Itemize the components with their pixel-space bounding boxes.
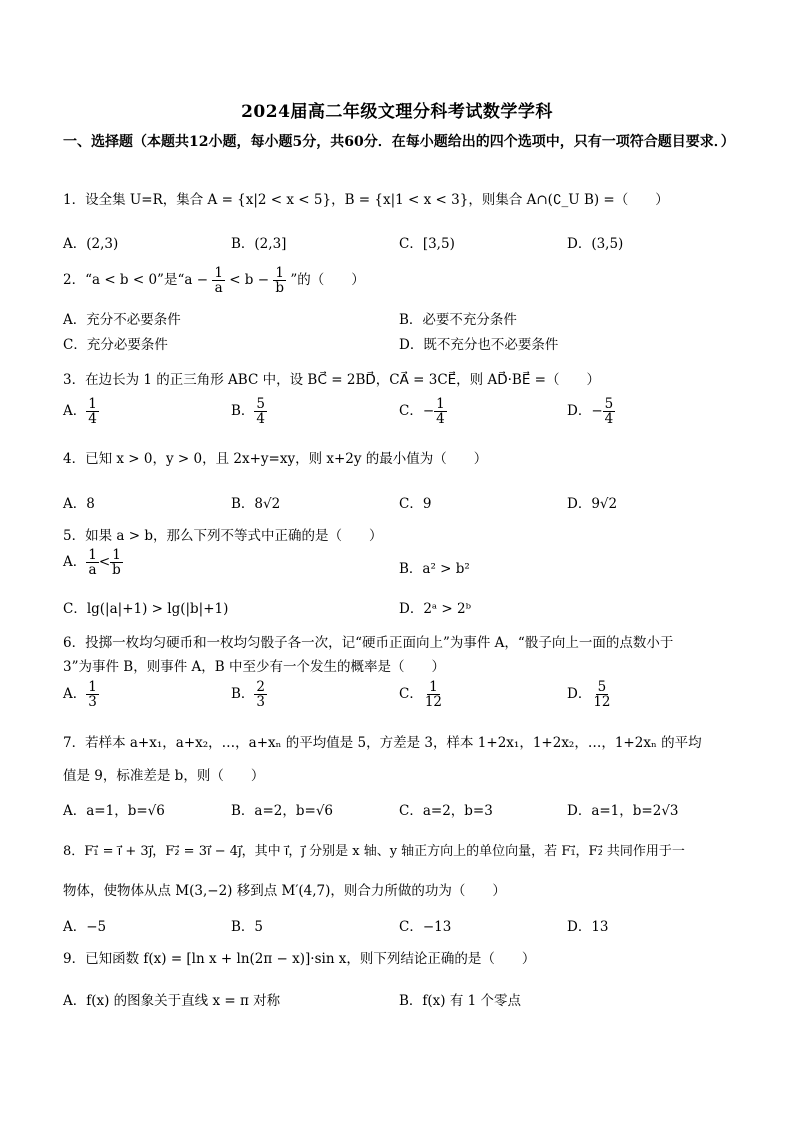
question-5-option-d: D．2ᵃ > 2ᵇ — [399, 601, 472, 617]
question-2-fraction-1 — [212, 266, 225, 295]
question-5-option-a — [63, 548, 123, 577]
option-sign: − — [422, 403, 435, 420]
option-fraction — [86, 680, 99, 709]
question-2-option-d: D．既不充分也不必要条件 — [399, 337, 559, 353]
question-3-option-b — [231, 397, 267, 426]
question-3-stem: 3．在边长为 1 的正三角形 ABC 中，设 BC⃗ = 2BD⃗，CA⃗ = 3CE⃗，则 AD⃗·BE⃗ =（ ） — [63, 372, 600, 388]
question-9-stem: 9．已知函数 f(x) = [ln x + ln(2π − x)]·sin x，则下列结论正确的是（ ） — [63, 951, 536, 967]
question-7-line-1: 7．若样本 a+x₁，a+x₂，…，a+xₙ 的平均值是 5，方差是 3，样本 1+2x₁，1+2x₂，…，1+2xₙ 的平均 — [63, 735, 702, 751]
question-5-option-c: C．lg(|a|+1) > lg(|b|+1) — [63, 601, 229, 617]
question-5-stem: 5．如果 a > b，那么下列不等式中正确的是（ ） — [63, 528, 383, 544]
question-1-option-d: D．(3,5) — [567, 236, 624, 252]
fraction-numerator: 1 — [275, 265, 284, 281]
question-6-option-c — [399, 680, 444, 709]
question-7-option-b: B．a=2，b=√6 — [231, 803, 334, 819]
option-label: A． — [63, 403, 87, 420]
option-label: B． — [231, 403, 255, 420]
fraction-denominator: 4 — [256, 411, 266, 428]
question-8-option-d: D．13 — [567, 919, 609, 935]
question-6-line-1: 6．投掷一枚均匀硬币和一枚均匀骰子各一次，记“硬币正面向上”为事件 A，“骰子向上一面的点数小于 — [63, 635, 674, 651]
question-8-option-b: B．5 — [231, 919, 264, 935]
option-fraction — [434, 397, 447, 426]
question-2-stem-part-1: 2．“a < b < 0”是“a − — [63, 272, 209, 289]
question-3-option-a — [63, 397, 99, 426]
fraction-numerator: 5 — [597, 679, 607, 695]
fraction-denominator: 12 — [593, 694, 611, 711]
option-fraction-right — [110, 548, 123, 577]
fraction-denominator: 12 — [424, 694, 443, 711]
question-7-option-a: A．a=1，b=√6 — [63, 803, 165, 819]
question-1-option-c: C．[3,5) — [399, 236, 455, 252]
option-label: C． — [399, 686, 423, 703]
option-label: C． — [399, 403, 423, 420]
question-8-line-1: 8．F₁⃗ = i⃗ + 3j⃗，F₂⃗ = 3i⃗ − 4j⃗，其中 i⃗，j⃗ 分别是 x 轴、y 轴正方向上的单位向量，若 F₁⃗，F₂⃗ 共同作用于一 — [63, 844, 685, 859]
question-9-option-b: B．f(x) 有 1 个零点 — [399, 993, 522, 1009]
question-2-fraction-2 — [273, 266, 286, 295]
question-4-stem: 4．已知 x > 0，y > 0，且 2x+y=xy，则 x+2y 的最小值为（ ） — [63, 451, 488, 467]
question-7-option-d: D．a=1，b=2√3 — [567, 803, 679, 819]
fraction-numerator: 5 — [604, 396, 614, 412]
fraction-numerator: 1 — [429, 679, 438, 695]
question-6-option-a — [63, 680, 99, 709]
question-1-option-a: A．(2,3) — [63, 236, 119, 252]
fraction-denominator: 4 — [436, 411, 445, 428]
option-fraction — [423, 680, 444, 709]
question-8-line-2: 物体，使物体从点 M(3,−2) 移到点 M′(4,7)，则合力所做的功为（ ） — [63, 883, 506, 899]
question-7-option-c: C．a=2，b=3 — [399, 803, 493, 819]
fraction-denominator: 4 — [604, 411, 614, 428]
option-label: D． — [567, 403, 592, 420]
option-fraction-left — [86, 548, 99, 577]
fraction-denominator: a — [88, 562, 97, 579]
option-label: A． — [63, 554, 87, 571]
fraction-denominator: 3 — [88, 694, 97, 711]
option-fraction — [86, 397, 99, 426]
section-heading: 一、选择题（本题共12小题，每小题5分，共60分．在每小题给出的四个选项中，只有一项符合题目要求．） — [63, 134, 735, 150]
fraction-denominator: 3 — [256, 694, 266, 711]
question-1-stem: 1．设全集 U=R，集合 A = {x|2 < x < 5}，B = {x|1 < x < 3}，则集合 A∩(∁_U B) =（ ） — [63, 192, 669, 208]
question-1-option-b: B．(2,3] — [231, 236, 287, 252]
page-title: 2024届高二年级文理分科考试数学学科 — [241, 102, 553, 122]
option-fraction — [591, 680, 612, 709]
fraction-denominator: b — [112, 562, 121, 579]
option-fraction — [254, 680, 267, 709]
question-5-option-b: B．a² > b² — [399, 561, 470, 577]
question-6-line-2: 3”为事件 B，则事件 A，B 中至少有一个发生的概率是（ ） — [63, 659, 445, 675]
question-4-option-a: A．8 — [63, 496, 95, 512]
fraction-denominator: 4 — [88, 411, 97, 428]
question-8-option-c: C．−13 — [399, 919, 452, 935]
fraction-numerator: 2 — [256, 679, 266, 695]
question-4-option-d: D．9√2 — [567, 496, 618, 512]
fraction-numerator: 1 — [88, 396, 97, 412]
question-4-option-b: B．8√2 — [231, 496, 281, 512]
option-label: A． — [63, 686, 87, 703]
relation-symbol: < — [98, 554, 111, 571]
question-2-stem-part-2: < b − — [229, 272, 270, 289]
question-2-option-b: B．必要不充分条件 — [399, 312, 517, 328]
option-label: D． — [567, 686, 592, 703]
question-8-option-a: A．−5 — [63, 919, 107, 935]
question-3-option-c — [399, 397, 447, 426]
fraction-denominator: b — [275, 280, 285, 297]
option-label: B． — [231, 686, 255, 703]
question-2-stem-part-3: ”的（ ） — [290, 272, 365, 289]
fraction-numerator: 1 — [112, 547, 121, 563]
question-2-stem — [63, 266, 733, 295]
option-sign: − — [591, 403, 603, 420]
option-fraction — [603, 397, 616, 426]
fraction-denominator: a — [214, 280, 223, 297]
question-2-option-c: C．充分必要条件 — [63, 337, 168, 353]
fraction-numerator: 1 — [88, 547, 97, 563]
option-fraction — [254, 397, 267, 426]
question-2-option-a: A．充分不必要条件 — [63, 312, 181, 328]
question-6-option-d — [567, 680, 613, 709]
question-3-option-d — [567, 397, 615, 426]
fraction-numerator: 1 — [214, 265, 223, 281]
question-6-option-b — [231, 680, 267, 709]
question-4-option-c: C．9 — [399, 496, 432, 512]
fraction-numerator: 1 — [436, 396, 445, 412]
fraction-numerator: 5 — [256, 396, 266, 412]
fraction-numerator: 1 — [88, 679, 97, 695]
question-7-line-2: 值是 9，标准差是 b，则（ ） — [63, 768, 265, 784]
question-9-option-a: A．f(x) 的图象关于直线 x = π 对称 — [63, 993, 281, 1009]
